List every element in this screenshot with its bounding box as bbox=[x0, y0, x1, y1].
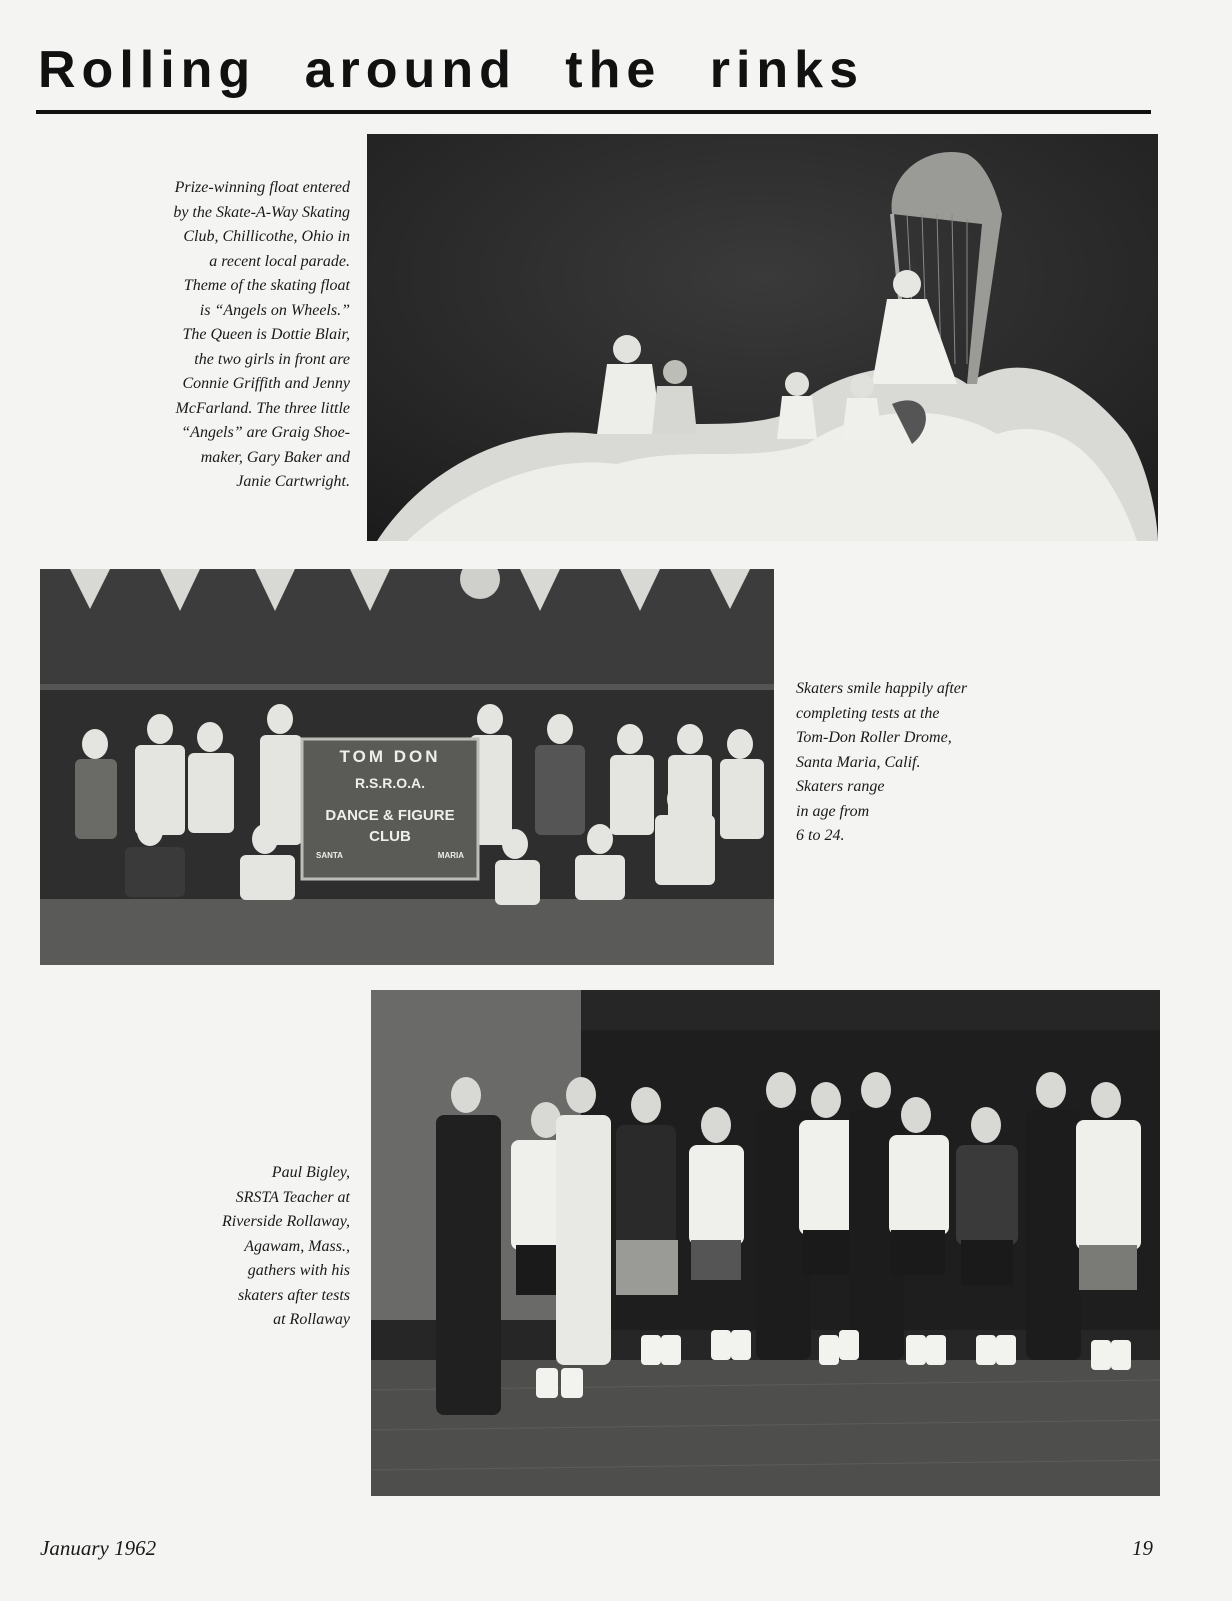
banner-line-3: DANCE & FIGURE bbox=[325, 807, 455, 824]
float-photo bbox=[367, 134, 1158, 541]
club-banner bbox=[302, 739, 478, 879]
banner-line-1: TOM DON bbox=[339, 747, 441, 766]
group-photo-tom-don bbox=[40, 569, 774, 965]
page-title: Rolling around the rinks bbox=[38, 41, 865, 99]
float-caption: Prize-winning float entered by the Skate-A-Way Skating Club, Chillicothe, Ohio in a recent local parade. Theme of the skating float is “Angels on Wheels.” The Queen is Dottie Blair, the two girls in front are Connie Griffith and Jenny McFarland. The three little “Angels” are Graig Shoe- maker, Gary Baker and Janie Cartwright. bbox=[173, 179, 350, 490]
tom-don-caption: Skaters smile happily after completing tests at the Tom-Don Roller Drome, Santa Maria, Calif. Skaters range in age from 6 to 24. bbox=[796, 680, 968, 844]
rollaway-caption: Paul Bigley, SRSTA Teacher at Riverside Rollaway, Agawam, Mass., gathers with his skaters after tests at Rollaway bbox=[222, 1164, 350, 1328]
title-rule bbox=[36, 110, 1151, 114]
page-number: 19 bbox=[1132, 1536, 1153, 1560]
rollaway-group-photo bbox=[371, 990, 1160, 1496]
footer-date: January 1962 bbox=[40, 1536, 157, 1560]
banner-line-4: CLUB bbox=[369, 828, 411, 845]
banner-line-5: SANTA bbox=[316, 851, 343, 860]
banner-line-6: MARIA bbox=[437, 851, 464, 860]
banner-line-2: R.S.R.O.A. bbox=[354, 775, 425, 791]
